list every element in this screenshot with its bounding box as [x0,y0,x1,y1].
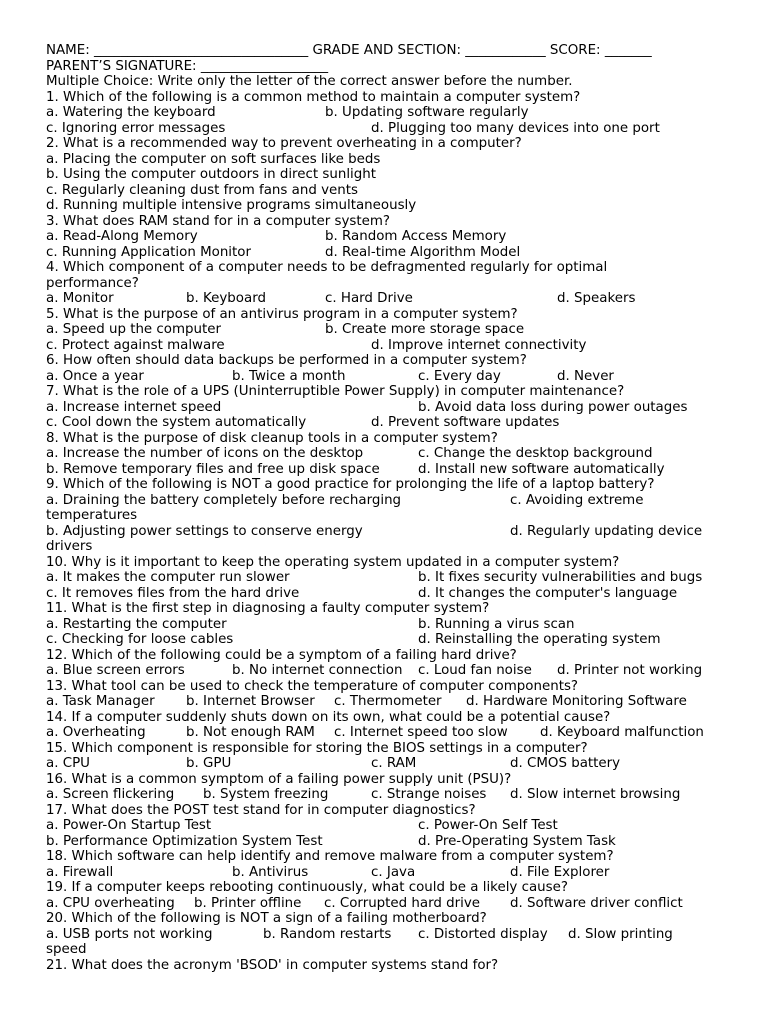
choice-a: a. Draining the battery completely before recharging [46,492,402,508]
choice-b: b. No internet connection [232,663,403,678]
choice-a: a. Task Manager [46,694,155,709]
choice-row [46,787,746,803]
choice-row [46,663,746,679]
choice-a: a. Once a year [46,368,144,384]
choice-row [46,896,746,912]
choice-row [46,198,746,214]
choice-row [46,322,746,338]
question-text: 15. Which component is responsible for storing the BIOS settings in a computer? [46,740,588,756]
choice-a: a. Placing the computer on soft surfaces like beds [46,151,381,167]
choice-b: b. Running a virus scan [418,616,575,632]
choice-c: c. Corrupted hard drive [324,895,481,911]
choice-b: b. Create more storage space [325,322,525,337]
choice-d: d. Reinstalling the operating system [418,632,661,647]
choice-b: b. It fixes security vulnerabilities and bugs [418,570,703,585]
choice-d: d. Pre-Operating System Task [418,833,616,849]
choice-a: a. Monitor [46,291,114,306]
question-text: 10. Why is it important to keep the operating system updated in a computer system? [46,554,620,570]
choice-a: a. CPU overheating [46,895,175,911]
question-14 [46,710,746,726]
choice-d-continued: drivers [46,539,93,554]
choice-row-wrap [46,942,746,958]
question-16 [46,772,746,788]
choice-c: c. Thermometer [334,694,442,709]
choice-row [46,818,746,834]
choice-c: c. RAM [371,756,417,771]
choice-d: d. Slow printing [568,926,673,942]
choice-d: d. Keyboard malfunction [540,725,704,740]
choice-row [46,756,746,772]
question-8 [46,431,746,447]
choice-row [46,400,746,416]
question-7 [46,384,746,400]
question-text: 18. Which software can help identify and remove malware from a computer system? [46,849,614,864]
choice-d: d. Software driver conflict [510,895,683,911]
question-text: 6. How often should data backups be performed in a computer system? [46,353,527,368]
choice-a: a. Increase the number of icons on the desktop [46,446,364,461]
choice-row [46,105,746,121]
choice-c: c. Loud fan noise [418,663,532,678]
question-11 [46,601,746,617]
choice-a: a. Watering the keyboard [46,105,216,120]
choice-c: c. Change the desktop background [418,446,653,461]
question-2 [46,136,746,152]
choice-b: b. Remove temporary files and free up disk space [46,461,380,477]
question-text: 19. If a computer keeps rebooting continuously, what could be a likely cause? [46,880,568,895]
choice-row [46,369,746,385]
question-text: 9. Which of the following is NOT a good practice for prolonging the life of a laptop battery? [46,477,655,492]
choice-c: c. Running Application Monitor [46,244,251,260]
question-15 [46,741,746,757]
choice-row [46,152,746,168]
choice-c: c. Regularly cleaning dust from fans and vents [46,182,358,198]
question-21 [46,958,746,974]
question-text: 7. What is the role of a UPS (Uninterruptible Power Supply) in computer maintenance? [46,384,625,399]
choice-b: b. Performance Optimization System Test [46,833,323,849]
choice-b: b. System freezing [203,787,329,802]
choice-c: c. Power-On Self Test [418,818,558,833]
choice-c: c. Avoiding extreme [510,492,644,508]
question-5 [46,307,746,323]
question-12 [46,648,746,664]
question-text: 4. Which component of a computer needs to be defragmented regularly for optimal [46,260,608,275]
choice-c: c. Strange noises [371,787,487,802]
parent-signature-field: PARENT’S SIGNATURE: ___________________ [46,58,329,74]
choice-d: d. Prevent software updates [371,415,560,430]
question-text: 17. What does the POST test stand for in computer diagnostics? [46,802,476,818]
choice-d: d. It changes the computer's language [418,585,678,601]
choice-c: c. Hard Drive [325,291,413,306]
choice-row [46,462,746,478]
choice-d: d. File Explorer [510,864,610,880]
choice-row [46,291,746,307]
question-text: 20. Which of the following is NOT a sign of a failing motherboard? [46,911,487,926]
choice-a: a. Overheating [46,725,146,740]
choice-a: a. It makes the computer run slower [46,570,290,585]
question-text: 13. What tool can be used to check the temperature of computer components? [46,678,579,694]
choice-row [46,446,746,462]
choice-b: b. Avoid data loss during power outages [418,399,688,415]
question-20 [46,911,746,927]
choice-d: d. Running multiple intensive programs simultaneously [46,198,417,213]
question-6 [46,353,746,369]
choice-c: c. Protect against malware [46,337,225,353]
question-text: 5. What is the purpose of an antivirus program in a computer system? [46,306,518,322]
question-4-cont [46,276,746,292]
choice-b: b. Using the computer outdoors in direct sunlight [46,167,377,182]
choice-row-wrap [46,508,746,524]
choice-c: c. Internet speed too slow [334,725,508,740]
question-1 [46,90,746,106]
choice-b: b. Internet Browser [186,694,315,709]
choice-d: d. Slow internet browsing [510,787,681,802]
worksheet [46,43,746,973]
choice-a: a. CPU [46,756,90,771]
header-signature-line [46,59,746,75]
choice-c: c. Ignoring error messages [46,120,226,136]
question-text: 1. Which of the following is a common method to maintain a computer system? [46,89,581,105]
name-grade-score-fields: NAME: ________________________________ GRADE AND SECTION: ____________ SCORE: _______ [46,43,652,58]
question-text: 2. What is a recommended way to prevent overheating in a computer? [46,136,522,151]
question-19 [46,880,746,896]
choice-a: a. Firewall [46,864,114,880]
choice-a: a. Read-Along Memory [46,229,198,244]
choice-d: d. Never [557,368,614,384]
choice-a: a. Increase internet speed [46,399,222,415]
question-text: 14. If a computer suddenly shuts down on its own, what could be a potential cause? [46,709,611,725]
question-13 [46,679,746,695]
choice-d-continued: speed [46,942,87,957]
choice-row [46,183,746,199]
question-text: 16. What is a common symptom of a failing power supply unit (PSU)? [46,771,512,787]
question-17 [46,803,746,819]
choice-c: c. Every day [418,368,501,384]
choice-c: c. Cool down the system automatically [46,415,307,430]
choice-row [46,586,746,602]
header-name-line [46,43,746,59]
choice-row [46,570,746,586]
choice-a: a. Speed up the computer [46,322,222,337]
choice-b: b. GPU [186,756,232,771]
choice-row [46,121,746,137]
question-9 [46,477,746,493]
question-text: 3. What does RAM stand for in a computer system? [46,213,390,229]
choice-row [46,725,746,741]
choice-a: a. USB ports not working [46,926,213,942]
question-18 [46,849,746,865]
choice-row [46,167,746,183]
choice-d: d. Printer not working [557,663,703,678]
choice-c-continued: temperatures [46,508,138,523]
choice-row [46,834,746,850]
question-text-continued: performance? [46,275,139,291]
choice-b: b. Random restarts [263,926,392,942]
choice-row [46,493,746,509]
choice-a: a. Restarting the computer [46,616,227,632]
choice-b: b. Adjusting power settings to conserve energy [46,523,363,539]
choice-row-wrap [46,539,746,555]
choice-d: d. Improve internet connectivity [371,337,587,353]
choice-d: d. Real-time Algorithm Model [325,244,521,260]
choice-row [46,694,746,710]
question-text: 21. What does the acronym 'BSOD' in computer systems stand for? [46,957,499,973]
question-4 [46,260,746,276]
instruction-line [46,74,746,90]
question-10 [46,555,746,571]
choice-c: c. Distorted display [418,926,548,942]
instructions: Multiple Choice: Write only the letter of the correct answer before the number. [46,74,573,89]
choice-d: d. CMOS battery [510,756,621,771]
question-text: 8. What is the purpose of disk cleanup tools in a computer system? [46,430,498,446]
choice-b: b. Random Access Memory [325,229,507,244]
choice-b: b. Antivirus [232,864,309,880]
choice-row [46,338,746,354]
choice-row [46,524,746,540]
question-3 [46,214,746,230]
choice-d: d. Regularly updating device [510,523,703,539]
choice-row [46,927,746,943]
choice-d: d. Speakers [557,291,636,306]
choice-b: b. Updating software regularly [325,105,529,120]
choice-c: c. Java [371,864,416,880]
choice-a: a. Screen flickering [46,787,175,802]
question-text: 11. What is the first step in diagnosing a faulty computer system? [46,601,490,616]
choice-a: a. Blue screen errors [46,663,185,678]
choice-d: d. Hardware Monitoring Software [466,694,687,709]
choice-b: b. Printer offline [194,895,302,911]
choice-d: d. Install new software automatically [418,461,665,477]
choice-c: c. Checking for loose cables [46,632,234,647]
choice-b: b. Not enough RAM [186,725,315,740]
choice-row [46,245,746,261]
choice-row [46,229,746,245]
choice-b: b. Twice a month [232,368,346,384]
choice-d: d. Plugging too many devices into one port [371,120,660,136]
question-text: 12. Which of the following could be a symptom of a failing hard drive? [46,647,517,663]
choice-b: b. Keyboard [186,291,266,306]
choice-c: c. It removes files from the hard drive [46,585,300,601]
choice-row [46,617,746,633]
choice-a: a. Power-On Startup Test [46,818,212,833]
choice-row [46,632,746,648]
choice-row [46,415,746,431]
choice-row [46,865,746,881]
